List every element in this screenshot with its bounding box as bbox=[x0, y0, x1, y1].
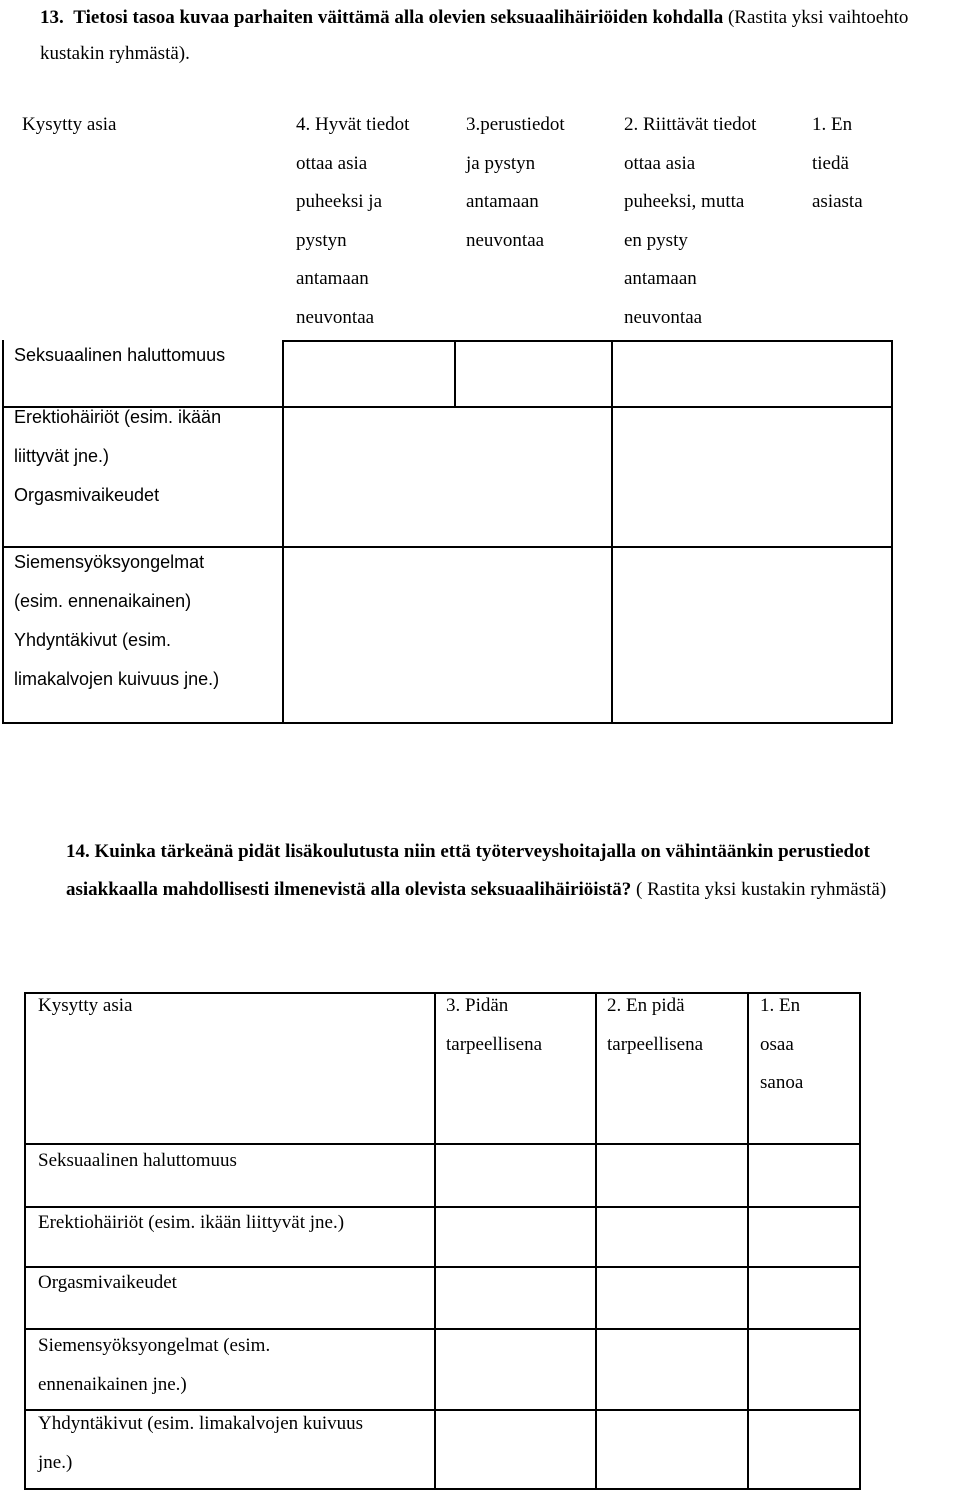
table-2-header-label: Kysytty asia bbox=[38, 995, 133, 1016]
table-2-column-header: 3. Pidän tarpeellisena bbox=[446, 995, 543, 1055]
table-1-left-border bbox=[2, 340, 4, 724]
question-13-title: Tietosi tasoa kuvaa parhaiten väittämä alla olevien seksuaalihäiriöiden kohdalla bbox=[73, 7, 724, 28]
table-1-header-label: Kysytty asia bbox=[22, 114, 117, 135]
table-2-divider bbox=[434, 992, 436, 1490]
table-1-column-header: 3.perustiedot ja pystyn antamaan neuvontaa bbox=[466, 114, 565, 251]
table-1-divider bbox=[282, 340, 284, 724]
table-1-column-header: 1. En tiedä asiasta bbox=[812, 114, 863, 212]
question-13 bbox=[40, 0, 955, 72]
table-2-row-label: Seksuaalinen haluttomuus bbox=[38, 1150, 237, 1171]
question-14-title: 14. Kuinka tärkeänä pidät lisäkoulutusta niin että työterveyshoitajalla on vähintäänkin perustiedot asiakkaalla mahdollisesti ilmenevistä alla olevista seksuaalihäiriöistä? bbox=[66, 841, 870, 900]
table-2-rule bbox=[24, 992, 861, 994]
table-1-right-border bbox=[891, 340, 893, 724]
table-1-divider bbox=[454, 340, 456, 408]
table-1-rule bbox=[2, 722, 893, 724]
question-13-bold: 13. bbox=[40, 7, 64, 28]
table-1-rule bbox=[282, 340, 893, 342]
table-2-column-header: 2. En pidä tarpeellisena bbox=[607, 995, 704, 1055]
table-1-column-header: 2. Riittävät tiedot ottaa asia puheeksi, mutta en pysty antamaan neuvontaa bbox=[624, 114, 757, 328]
table-2-row-label: Yhdyntäkivut (esim. limakalvojen kuivuus jne.) bbox=[38, 1413, 364, 1473]
table-1-row-label: Orgasmivaikeudet bbox=[14, 485, 160, 505]
table-1-column-header: 4. Hyvät tiedot ottaa asia puheeksi ja pystyn antamaan neuvontaa bbox=[296, 114, 410, 328]
table-1-row-label: Siemensyöksyongelmat (esim. ennenaikainen) bbox=[14, 552, 205, 611]
question-14-instruction: ( Rastita yksi kustakin ryhmästä) bbox=[631, 879, 887, 900]
table-2-divider bbox=[747, 992, 749, 1490]
table-2-row-label: Erektiohäiriöt (esim. ikään liittyvät jne.) bbox=[38, 1212, 345, 1233]
table-2-divider bbox=[595, 992, 597, 1490]
table-1-row-label: Yhdyntäkivut (esim. limakalvojen kuivuus jne.) bbox=[14, 630, 220, 689]
table-1-divider bbox=[611, 340, 613, 724]
table-2-left-border bbox=[24, 992, 26, 1490]
table-1-row-label: Seksuaalinen haluttomuus bbox=[14, 345, 226, 365]
table-2-row-label: Orgasmivaikeudet bbox=[38, 1272, 177, 1293]
table-2-row-label: Siemensyöksyongelmat (esim. ennenaikainen jne.) bbox=[38, 1335, 271, 1395]
question-14 bbox=[66, 833, 956, 909]
table-2-rule bbox=[24, 1488, 861, 1490]
table-2-right-border bbox=[859, 992, 861, 1490]
table-1-row-label: Erektiohäiriöt (esim. ikään liittyvät jne.) bbox=[14, 407, 222, 466]
question-13-instruction: (Rastita yksi vaihtoehto kustakin ryhmästä). bbox=[40, 7, 909, 64]
table-2-column-header: 1. En osaa sanoa bbox=[760, 995, 804, 1093]
